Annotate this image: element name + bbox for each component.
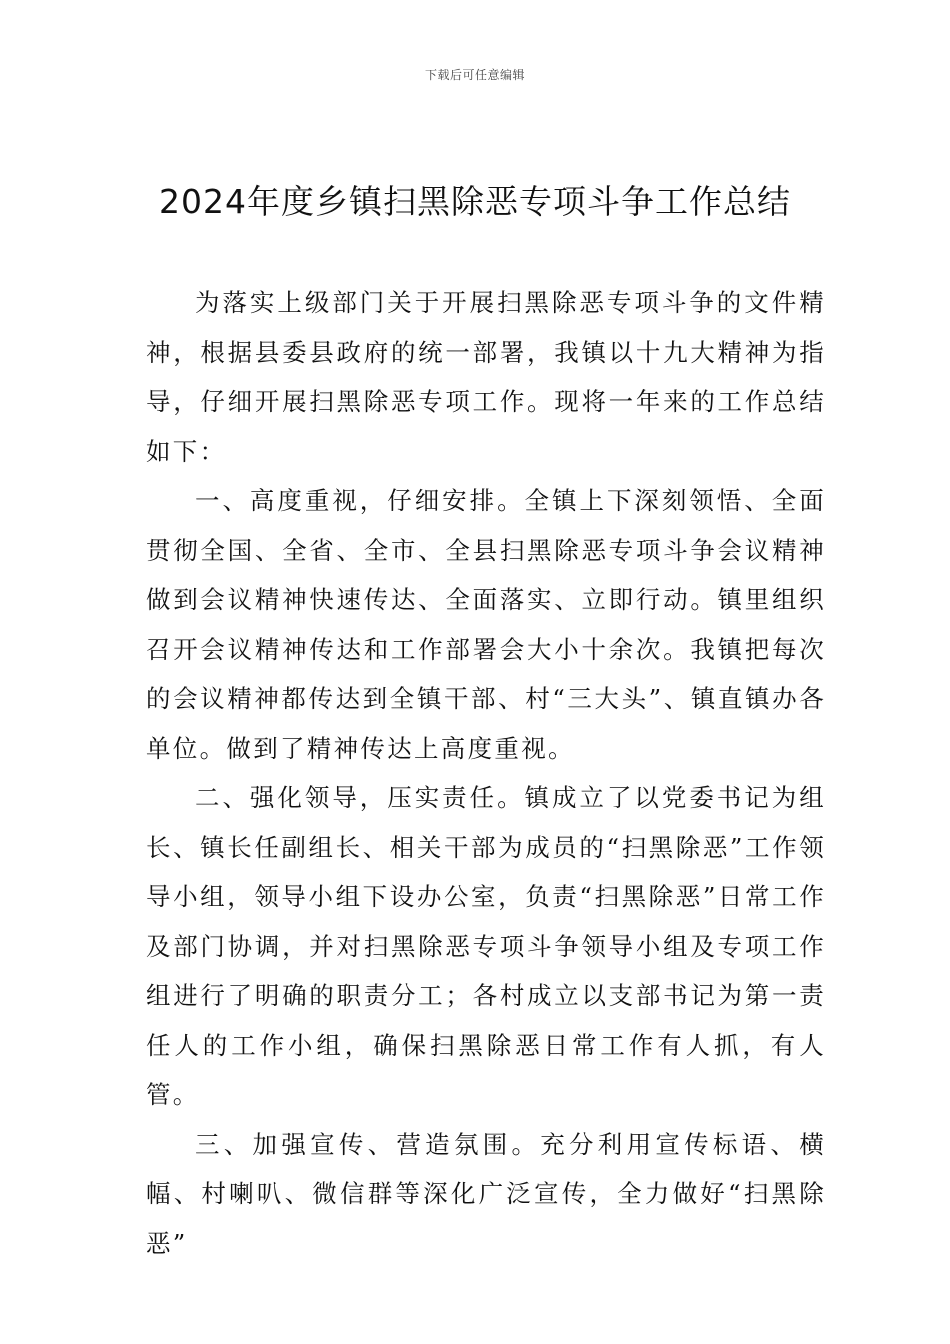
document-title: 2024年度乡镇扫黑除恶专项斗争工作总结 <box>159 182 791 221</box>
paragraph-section-1: 一、高度重视，仔细安排。全镇上下深刻领悟、全面贯彻全国、全省、全市、全县扫黑除恶专项斗争会议精神做到会议精神快速传达、全面落实、立即行动。镇里组织召开会议精神传达和工作部署会大小十余次。我镇把每次的会议精神都传达到全镇干部、村“三大头”、镇直镇办各单位。做到了精神传达上高度重视。 <box>146 486 826 763</box>
header-note: 下载后可任意编辑 <box>424 68 525 82</box>
paragraph-section-2: 二、强化领导，压实责任。镇成立了以党委书记为组长、镇长任副组长、相关干部为成员的“扫黑除恶”工作领导小组，领导小组下设办公室，负责“扫黑除恶”日常工作及部门协调，并对扫黑除恶专项斗争领导小组及专项工作组进行了明确的职责分工；各村成立以支部书记为第一责任人的工作小组，确保扫黑除恶日常工作有人抓，有人管。 <box>146 783 826 1109</box>
paragraph-intro: 为落实上级部门关于开展扫黑除恶专项斗争的文件精神，根据县委县政府的统一部署，我镇以十九大精神为指导，仔细开展扫黑除恶专项工作。现将一年来的工作总结如下： <box>146 288 826 466</box>
paragraph-section-3: 三、加强宣传、营造氛围。充分利用宣传标语、横幅、村喇叭、微信群等深化广泛宣传，全力做好“扫黑除恶” <box>146 1129 826 1258</box>
document-body <box>146 278 826 1268</box>
